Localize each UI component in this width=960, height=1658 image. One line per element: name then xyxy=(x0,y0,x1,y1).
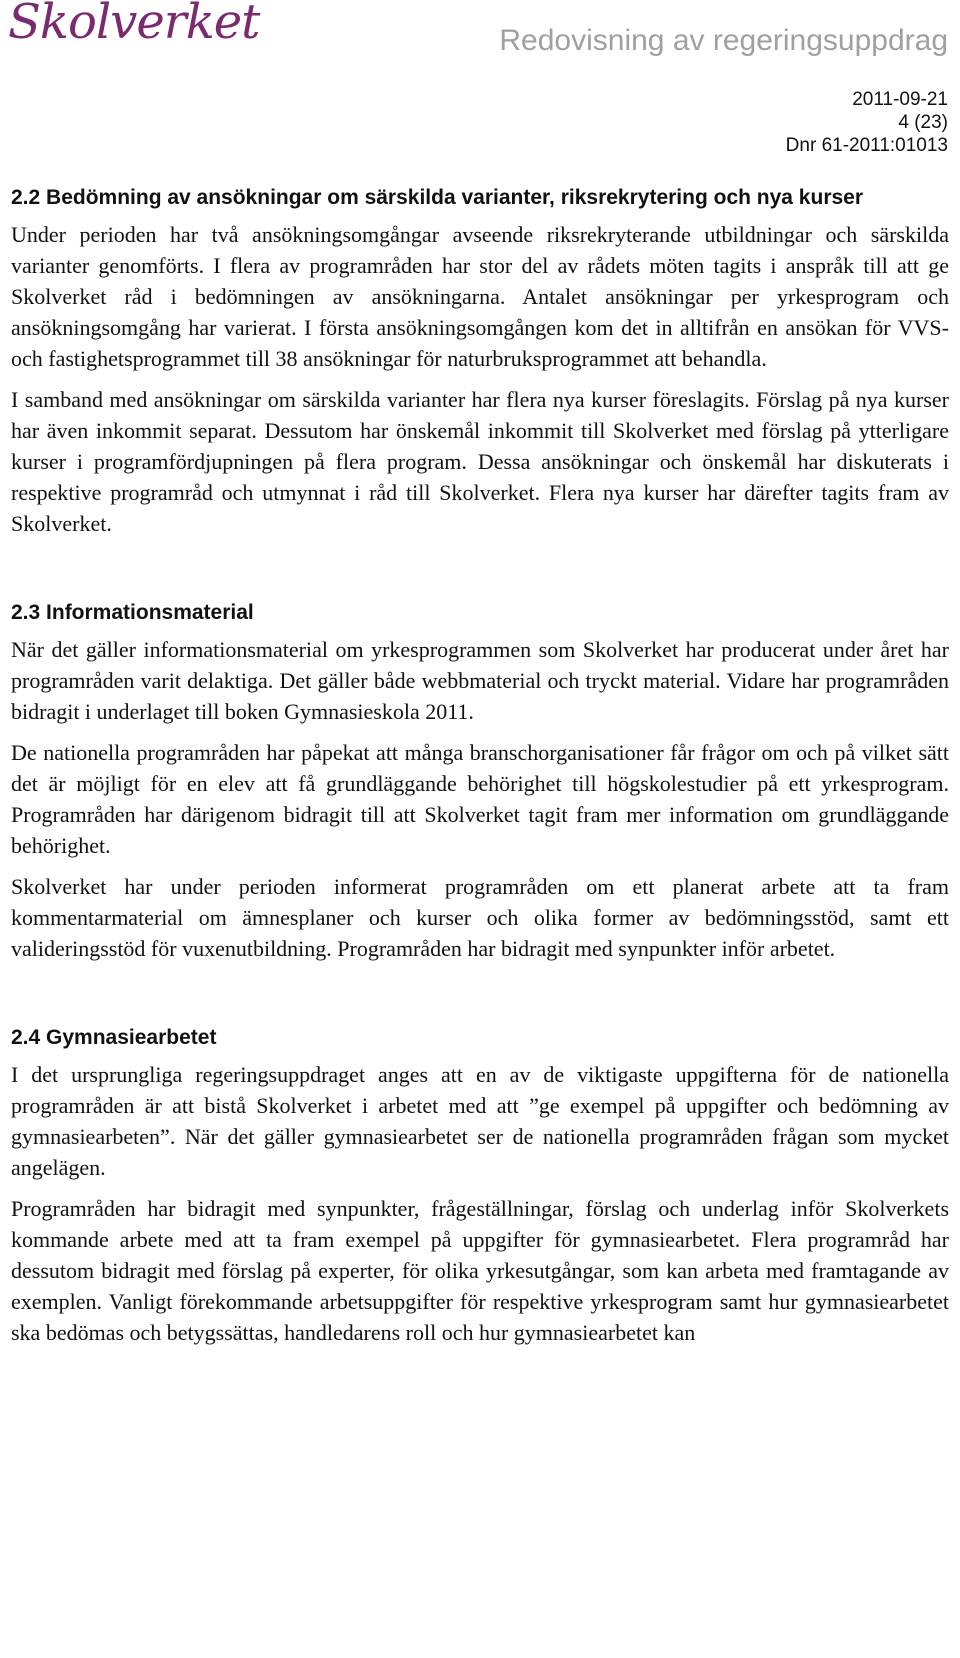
section-heading: 2.4 Gymnasiearbetet xyxy=(11,1026,217,1049)
section-heading: 2.2 Bedömning av ansökningar om särskilda varianter, riksrekrytering och nya kurser xyxy=(11,186,864,209)
section-heading: 2.3 Informationsmaterial xyxy=(11,601,254,624)
page-header xyxy=(0,0,960,170)
document-type: Redovisning av regeringsuppdrag xyxy=(499,24,948,57)
page-number: 4 (23) xyxy=(898,112,948,133)
document-meta xyxy=(786,88,948,157)
skolverket-logo: Skolverket xyxy=(8,0,260,50)
section-2-4 xyxy=(11,1024,949,1348)
document-date: 2011-09-21 xyxy=(852,89,948,110)
paragraph: Skolverket har under perioden informerat programråden om ett planerat arbete att ta fram kommentarmaterial om ämnesplaner och kurser och olika former av bedömningsstöd, samt ett valideringsstöd för vuxenutbildning. Programråden har bidragit med synpunkter inför arbetet. xyxy=(11,874,949,961)
paragraph: I det ursprungliga regeringsuppdraget anges att en av de viktigaste uppgifterna för de nationella programråden är att bistå Skolverket i arbetet med att ”ge exempel på uppgifter och bedömning av gymnasiearbeten”. När det gäller gymnasiearbetet ser de nationella programråden frågan som mycket angelägen. xyxy=(11,1062,949,1180)
section-spacer xyxy=(11,549,949,599)
paragraph: Programråden har bidragit med synpunkter, frågeställningar, förslag och underlag inför Skolverkets kommande arbete med att ta fram exempel på uppgifter för gymnasiearbetet. Flera programråd har dessutom bidragit med förslag på experter, för olika yrkesutgångar, som kan arbeta med framtagande av exemplen. Vanligt förekommande arbetsuppgifter för respektive yrkesprogram samt hur gymnasiearbetet ska bedömas och betygssättas, handledarens roll och hur gymnasiearbetet kan xyxy=(11,1196,949,1345)
document-body xyxy=(11,184,949,1358)
section-2-2 xyxy=(11,184,949,539)
section-spacer xyxy=(11,974,949,1024)
paragraph: I samband med ansökningar om särskilda varianter har flera nya kurser föreslagits. Förslag på nya kurser har även inkommit separat. Dessutom har önskemål inkommit till Skolverket med förslag på ytterligare kurser i programfördjupningen på flera program. Dessa ansökningar och önskemål har diskuterats i respektive programråd och utmynnat i råd till Skolverket. Flera nya kurser har därefter tagits fram av Skolverket. xyxy=(11,387,949,536)
paragraph: De nationella programråden har påpekat att många branschorganisationer får frågor om och på vilket sätt det är möjligt för en elev att få grundläggande behörighet till högskolestudier på ett yrkesprogram. Programråden har därigenom bidragit till att Skolverket tagit fram mer information om grundläggande behörighet. xyxy=(11,740,949,858)
paragraph: När det gäller informationsmaterial om yrkesprogrammen som Skolverket har producerat under året har programråden varit delaktiga. Det gäller både webbmaterial och tryckt material. Vidare har programråden bidragit i underlaget till boken Gymnasieskola 2011. xyxy=(11,637,949,724)
dnr-number: Dnr 61-2011:01013 xyxy=(785,135,948,156)
section-2-3 xyxy=(11,599,949,964)
paragraph: Under perioden har två ansökningsomgångar avseende riksrekryterande utbildningar och särskilda varianter genomförts. I flera av programråden har stor del av rådets möten tagits i anspråk till att ge Skolverket råd i bedömningen av ansökningarna. Antalet ansökningar per yrkesprogram och ansökningsomgång har varierat. I första ansökningsomgången kom det in alltifrån en ansökan för VVS- och fastighetsprogrammet till 38 ansökningar för naturbruksprogrammet att behandla. xyxy=(11,222,949,371)
